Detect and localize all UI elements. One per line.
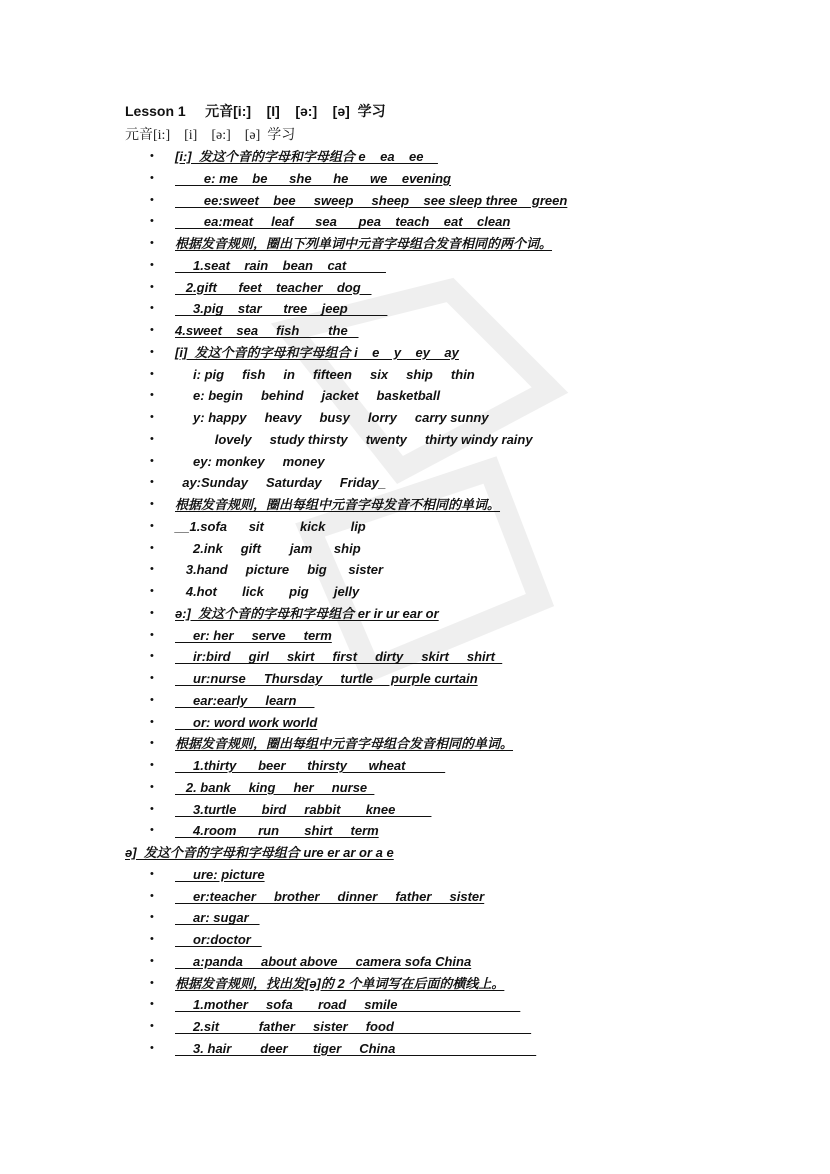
list-item — [0, 1016, 830, 1038]
list-item-text: ə] 发这个音的字母和字母组合 ure er ar or a e — [125, 845, 394, 860]
list-item-text: ur:nurse Thursday turtle purple curtain — [175, 671, 478, 686]
bullet-icon: • — [150, 389, 154, 402]
bullet-icon: • — [150, 258, 154, 271]
list-item-text: er:teacher brother dinner father sister — [175, 888, 485, 904]
list-item-text: a:panda about above camera sofa China — [175, 953, 472, 969]
list-item-text: ey: monkey money — [175, 453, 325, 469]
bullet-icon: • — [150, 563, 154, 576]
list-item — [0, 451, 830, 473]
list-item-text: ear:early learn — [175, 692, 315, 708]
bullet-icon: • — [150, 867, 154, 880]
list-item-text: e: me be she he we evening — [175, 170, 451, 186]
list-item — [0, 581, 830, 603]
list-item — [0, 886, 830, 908]
exercise-list — [0, 146, 830, 1060]
list-item-text: [i] 发这个音的字母和字母组合 i e y ey ay — [175, 344, 459, 360]
list-item — [0, 603, 830, 625]
list-item-text: 3. hair deer tiger China — [175, 1040, 537, 1056]
list-item — [0, 494, 830, 516]
list-item-text: ar: sugar — [175, 910, 260, 926]
list-item-text: __1.sofa sit kick lip — [175, 518, 366, 534]
list-item-text: ea:meat leaf sea pea teach eat clean — [175, 214, 511, 230]
bullet-icon: • — [150, 215, 154, 228]
list-item — [0, 755, 830, 777]
bullet-icon: • — [150, 585, 154, 597]
bullet-icon: • — [150, 954, 154, 967]
bullet-icon: • — [150, 780, 154, 793]
list-item-text: er: her serve term — [175, 627, 332, 643]
bullet-icon: • — [150, 193, 154, 206]
list-item — [0, 168, 830, 190]
list-item-text: e: begin behind jacket basketball — [175, 388, 441, 404]
list-item — [0, 407, 830, 429]
bullet-icon: • — [150, 650, 154, 663]
list-item-text: 根据发音规则，圈出每组中元音字母发音不相同的单词。 — [175, 497, 501, 512]
list-item — [0, 320, 830, 342]
bullet-icon: • — [150, 1041, 154, 1054]
bullet-icon: • — [150, 737, 154, 750]
bullet-icon: • — [150, 802, 154, 815]
list-item — [0, 342, 830, 364]
bullet-icon: • — [150, 541, 154, 554]
bullet-icon: • — [150, 911, 154, 924]
list-item-text: 3.turtle bird rabbit knee — [175, 801, 432, 817]
list-item-text: 根据发音规则，圈出每组中元音字母组合发音相同的单词。 — [175, 736, 514, 752]
lesson-subtitle: 元音[i:] [i] [ə:] [ə] 学习 — [125, 128, 296, 143]
bullet-icon: • — [150, 171, 154, 184]
list-item-text: 4.sweet sea fish the — [175, 323, 359, 338]
list-item-text: or:doctor — [175, 932, 262, 947]
bullet-icon: • — [150, 693, 154, 706]
list-item-text: 4.room run shirt term — [175, 823, 379, 839]
list-item — [0, 777, 830, 799]
bullet-icon: • — [150, 367, 154, 380]
list-item — [0, 298, 830, 320]
bullet-icon: • — [150, 519, 154, 532]
list-item-text: lovely study thirsty twenty thirty windy rainy — [175, 431, 533, 447]
bullet-icon: • — [150, 237, 154, 249]
list-item-text: 2.ink gift jam ship — [175, 540, 361, 556]
list-item-text: 根据发音规则，找出发[ə]的 2 个单词写在后面的横线上。 — [175, 975, 505, 991]
list-item — [0, 820, 830, 842]
bullet-icon: • — [150, 150, 154, 162]
bullet-icon: • — [150, 976, 154, 989]
list-item-text: 3.pig star tree jeep — [175, 301, 388, 317]
list-item — [0, 646, 830, 668]
list-item — [0, 190, 830, 212]
list-item — [0, 385, 830, 407]
list-item — [0, 233, 830, 255]
list-item — [0, 712, 830, 734]
list-item-text: 3.hand picture big sister — [175, 562, 384, 578]
list-item-text: [i:] 发这个音的字母和字母组合 e ea ee — [175, 149, 438, 164]
list-item — [0, 994, 830, 1016]
list-item — [0, 146, 830, 168]
bullet-icon: • — [150, 672, 154, 684]
bullet-icon: • — [150, 411, 154, 423]
list-item — [0, 559, 830, 581]
list-item-text: 2. bank king her nurse — [175, 779, 375, 795]
list-item — [0, 733, 830, 755]
bullet-icon: • — [150, 280, 154, 293]
list-item — [0, 364, 830, 386]
bullet-icon: • — [150, 302, 154, 315]
list-item-text: y: happy heavy busy lorry carry sunny — [175, 410, 489, 425]
bullet-icon: • — [150, 345, 154, 358]
list-item-text: 4.hot lick pig jelly — [175, 584, 360, 599]
list-item-text: ə:] 发这个音的字母和字母组合 er ir ur ear or — [175, 605, 439, 621]
list-item — [0, 929, 830, 951]
list-item — [0, 472, 830, 494]
list-item — [0, 907, 830, 929]
list-item-text: ee:sweet bee sweep sheep see sleep three green — [175, 192, 568, 208]
list-item — [0, 951, 830, 973]
list-item-text: i: pig fish in fifteen six ship thin — [175, 366, 475, 382]
list-item-text: ay:Sunday Saturday Friday_ — [175, 475, 386, 491]
list-item — [0, 690, 830, 712]
list-item — [0, 429, 830, 451]
bullet-icon: • — [150, 889, 154, 902]
list-item-text: or: word work world — [175, 714, 318, 730]
list-item — [0, 1038, 830, 1060]
bullet-icon: • — [150, 759, 154, 771]
list-item-text: 1.mother sofa road smile — [175, 997, 521, 1013]
list-item-text: 1.seat rain bean cat — [175, 257, 386, 273]
bullet-icon: • — [150, 476, 154, 489]
list-item — [0, 277, 830, 299]
bullet-icon: • — [150, 324, 154, 336]
list-item — [0, 799, 830, 821]
list-item — [0, 625, 830, 647]
list-item-text: ir:bird girl skirt first dirty skirt shirt — [175, 649, 503, 665]
list-item — [0, 973, 830, 995]
list-item — [0, 255, 830, 277]
bullet-icon: • — [150, 454, 154, 467]
list-item — [0, 211, 830, 233]
list-item — [0, 516, 830, 538]
list-item — [0, 842, 830, 864]
bullet-icon: • — [150, 998, 154, 1011]
bullet-icon: • — [150, 715, 154, 728]
list-item-text: 1.thirty beer thirsty wheat — [175, 758, 446, 773]
lesson-title: Lesson 1 元音[i:] [I] [ə:] [ə] 学习 — [125, 103, 386, 119]
list-item-text: ure: picture — [175, 866, 265, 882]
list-item — [0, 864, 830, 886]
list-item — [0, 538, 830, 560]
list-item-text: 根据发音规则，圈出下列单词中元音字母组合发音相同的两个词。 — [175, 236, 553, 251]
bullet-icon: • — [150, 933, 154, 945]
bullet-icon: • — [150, 432, 154, 445]
bullet-icon: • — [150, 606, 154, 619]
bullet-icon: • — [150, 628, 154, 641]
list-item-text: 2.sit father sister food — [175, 1019, 532, 1034]
bullet-icon: • — [150, 498, 154, 510]
bullet-icon: • — [150, 1020, 154, 1032]
list-item — [0, 668, 830, 690]
bullet-icon: • — [150, 824, 154, 837]
list-item-text: 2.gift feet teacher dog — [175, 279, 372, 295]
